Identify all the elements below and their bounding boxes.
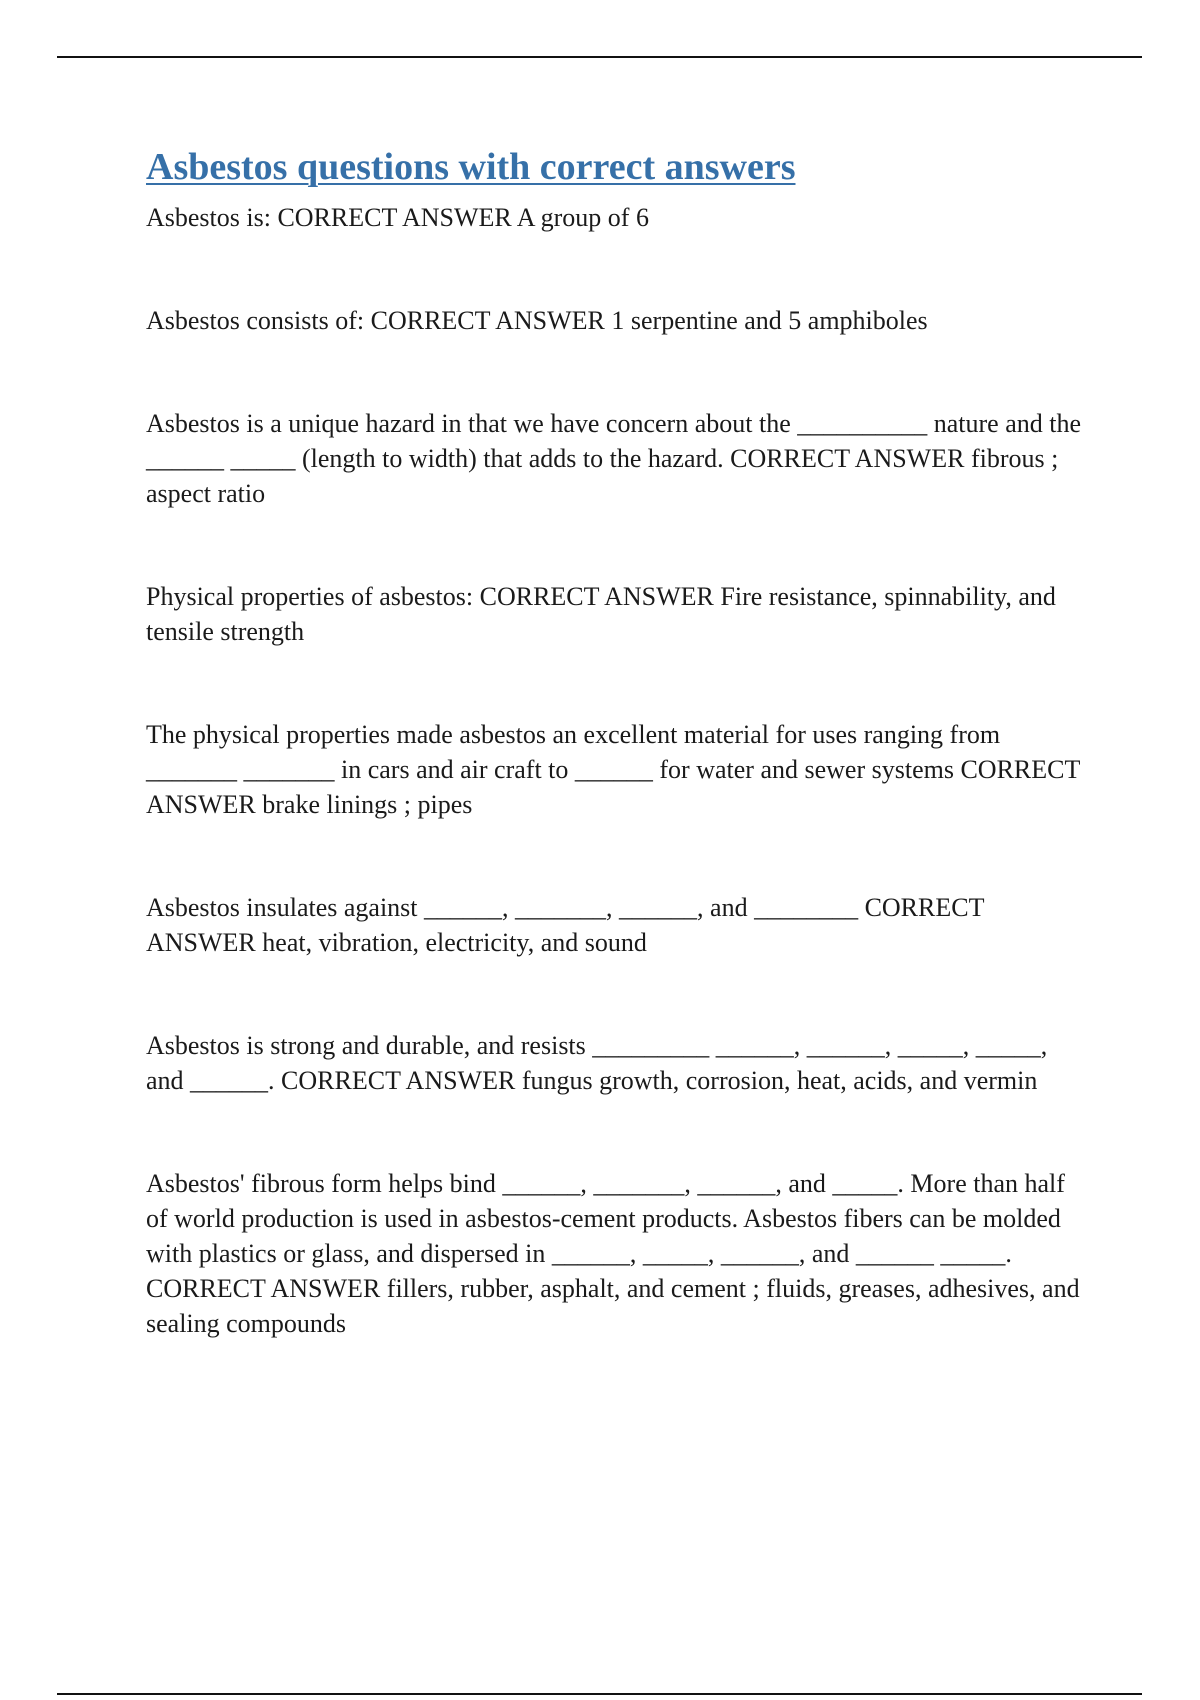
qa-item-4: Physical properties of asbestos: CORRECT ANSWER Fire resistance, spinnability, and tensile strength	[146, 582, 1063, 646]
qa-item-2: Asbestos consists of: CORRECT ANSWER 1 serpentine and 5 amphiboles	[146, 306, 928, 335]
qa-item-7: Asbestos is strong and durable, and resists _________ ______, ______, _____, _____, and ______. CORRECT ANSWER fungus growth, corrosion, heat, acids, and vermin	[146, 1031, 1054, 1095]
document-title[interactable]: Asbestos questions with correct answers	[146, 146, 796, 188]
qa-item-5: The physical properties made asbestos an excellent material for uses ranging from _______ _______ in cars and air craft to ______ for water and sewer systems CORRECT ANSWER brake linings ; pipes	[146, 720, 1085, 819]
qa-item-1: Asbestos is: CORRECT ANSWER A group of 6	[146, 203, 649, 232]
qa-item-8: Asbestos' fibrous form helps bind ______, _______, ______, and _____. More than half of world production is used in asbestos-cement products. Asbestos fibers can be molded with plastics or glass, and dispersed in ______, _____, ______, and ______ _____. CORRECT ANSWER fillers, rubber, asphalt, and cement ; fluids, greases, adhesives, and sealing compounds	[146, 1169, 1087, 1338]
qa-item-3: Asbestos is a unique hazard in that we have concern about the __________ nature and the ______ _____ (length to width) that adds to the hazard. CORRECT ANSWER fibrous ; aspect ratio	[146, 409, 1088, 508]
qa-item-6: Asbestos insulates against ______, _______, ______, and ________ CORRECT ANSWER heat, vibration, electricity, and sound	[146, 893, 990, 957]
top-rule	[57, 56, 1142, 58]
document-body	[146, 140, 1086, 1341]
bottom-rule	[57, 1693, 1142, 1695]
